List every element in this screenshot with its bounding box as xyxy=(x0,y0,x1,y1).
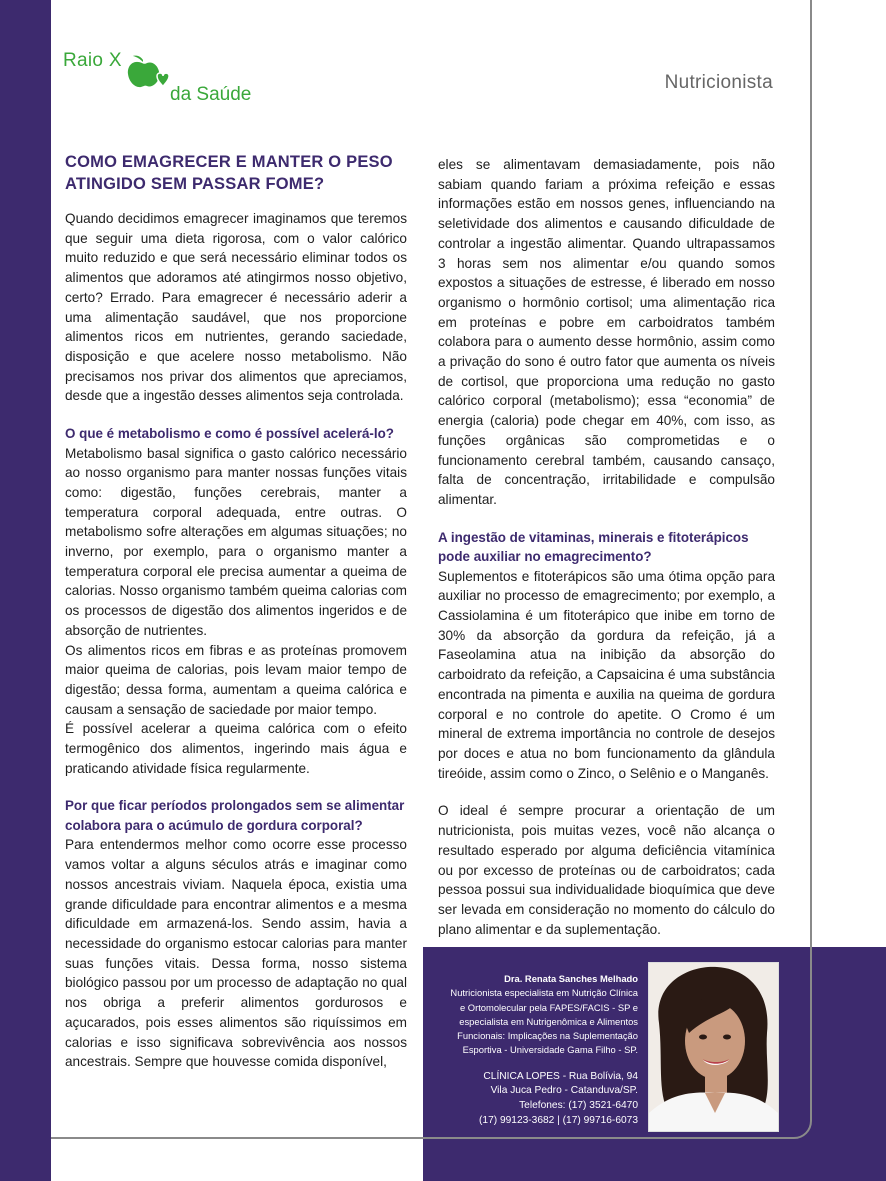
author-portrait-illustration xyxy=(649,963,778,1131)
paragraph-ancestors: Para entendermos melhor como ocorre esse processo vamos voltar a alguns séculos atrás e imaginar como nossos ancestrais viviam. Naquela época, existia uma grande dificuldade para encontrar alimentos e a mesma dificuldade em armazená-los. Sendo assim, havia a necessidade do organismo estocar calorias para manter suas funções vitais. Dessa forma, nosso sistema biológico passou por um processo de adaptação no qual nos obriga a preferir alimentos gordurosos e açucarados, pois esses alimentos são riquíssimos em calorias e isso significava sobrevivência aos nossos ancestrais. Sempre que houvesse comida disponível, xyxy=(65,837,407,1070)
author-bio-line: Esportiva - Universidade Gama Filho - SP. xyxy=(462,1044,638,1056)
author-photo xyxy=(648,962,779,1132)
article-column-right xyxy=(438,155,775,939)
article-column-left xyxy=(65,151,407,1072)
magazine-logo xyxy=(63,48,273,110)
section-label: Nutricionista xyxy=(664,72,773,93)
author-bio-line: e Ortomolecular pela FAPES/FACIS - SP e xyxy=(459,1001,638,1013)
logo-line-2: da Saúde xyxy=(170,84,252,105)
subheading-metabolism: O que é metabolismo e como é possível acelerá-lo? xyxy=(65,426,394,442)
intro-paragraph: Quando decidimos emagrecer imaginamos que teremos que seguir uma dieta rigorosa, com o valor calórico muito reduzido e que será necessário eliminar todos os alimentos que adoramos até atingirmos nosso objetivo, certo? Errado. Para emagrecer é necessário aderir a uma alimentação saudável, que nos proporcione alimentos ricos em nutrientes, gerando saciedade, disposição e que acelere nosso metabolismo. Não precisamos nos privar dos alimentos que apreciamos, desde que a ingestão desses alimentos seja controlada. xyxy=(65,211,407,404)
paragraph-metabolism: Metabolismo basal significa o gasto calórico necessário ao nosso organismo para manter nossas funções vitais como: digestão, funções cerebrais, manter a temperatura corporal adequada, entre outras. O metabolismo sofre alterações em algumas situações; no inverno, por exemplo, para o organismo manter a temperatura corporal ele precisa aumentar a queima de calorias. Nosso organismo também queima calorias com os processos de digestão dos alimentos ingeridos e de absorção de nutrientes. xyxy=(65,445,407,638)
clinic-line: Telefones: (17) 3521-6470 xyxy=(519,1099,638,1111)
author-bio xyxy=(440,972,638,1128)
paragraph-supplements: Suplementos e fitoterápicos são uma ótima opção para auxiliar no processo de emagrecimento; por exemplo, a Cassiolamina é um fitoterápico que inibe em torno de 30% da absorção da gordura da refeição, já a Faseolamina atua na inibição da absorção do carboidrato da refeição, a Capsaicina é uma substância encontrada na pimenta e auxilia na queima de gordura corporal e no controle do apetite. O Cromo é um mineral de extrema importância no controle de desejos por doces e atua no bom funcionamento da glândula tireóide, assim como o Zinco, o Selênio e o Manganês. xyxy=(438,568,775,781)
clinic-line: Vila Juca Pedro - Catanduva/SP. xyxy=(490,1085,638,1097)
left-purple-bar-overlay xyxy=(0,0,51,1181)
paragraph-ideal: O ideal é sempre procurar a orientação de um nutricionista, pois muitas vezes, você não alcança o resultado esperado por alguma deficiência vitamínica ou por excesso de proteínas ou de carboidratos; cada pessoa possui sua individualidade bioquímica que deve ser levada em consideração no momento do cálculo do plano alimentar e da suplementação. xyxy=(438,803,775,937)
subheading-supplements: A ingestão de vitaminas, minerais e fitoterápicos pode auxiliar no emagrecimento? xyxy=(438,529,749,565)
subheading-fasting: Por que ficar períodos prolongados sem se alimentar colabora para o acúmulo de gordura corporal? xyxy=(65,798,405,833)
article-title: COMO EMAGRECER E MANTER O PESO ATINGIDO SEM PASSAR FOME? xyxy=(65,153,393,193)
author-name: Dra. Renata Sanches Melhado xyxy=(504,973,638,984)
author-bio-line: Nutricionista especialista em Nutrição Clínica xyxy=(450,987,638,999)
paragraph-fibers: Os alimentos ricos em fibras e as proteínas promovem maior queima de calorias, pois levam maior tempo de digestão; dessa forma, aumentam a queima calórica e causam a sensação de saciedade por maior tempo. xyxy=(65,642,407,717)
clinic-info xyxy=(440,1070,638,1128)
clinic-line: (17) 99123-3682 | (17) 99716-6073 xyxy=(479,1114,638,1126)
paragraph-thermogenic: É possível acelerar a queima calórica com o efeito termogênico dos alimentos, ingerindo mais água e praticando atividade física regularmente. xyxy=(65,721,407,776)
author-bio-line: especialista em Nutrigenômica e Alimentos xyxy=(459,1015,638,1027)
author-bio-line: Funcionais: Implicações na Suplementação xyxy=(457,1030,638,1042)
logo-line-1: Raio X xyxy=(63,50,122,71)
clinic-line: CLÍNICA LOPES - Rua Bolívia, 94 xyxy=(483,1070,638,1082)
paragraph-cortisol: eles se alimentavam demasiadamente, pois não sabiam quando fariam a próxima refeição e essas informações estão em nossos genes, influenciando na seletividade dos alimentos e causando dificuldade de controlar a ingestão alimentar. Quando ultrapassamos 3 horas sem nos alimentar e/ou quando somos expostos a situações de estresse, é liberado em nosso organismo o hormônio cortisol; uma alimentação rica em proteínas e pobre em carboidratos também colabora para o aumento desse hormônio, assim como a privação do sono é outro fator que aumenta os níveis de cortisol, que proporciona uma redução no gasto calórico corporal (metabolismo); essa “economia” de energia (caloria) pode chegar em 40%, com isso, as funções orgânicas são comprometidas e o funcionamento cerebral também, causando cansaço, falta de concentração, irritabilidade e compulsão alimentar. xyxy=(438,157,775,507)
bottom-purple-bar xyxy=(423,1136,886,1181)
apple-heart-icon xyxy=(127,54,171,94)
